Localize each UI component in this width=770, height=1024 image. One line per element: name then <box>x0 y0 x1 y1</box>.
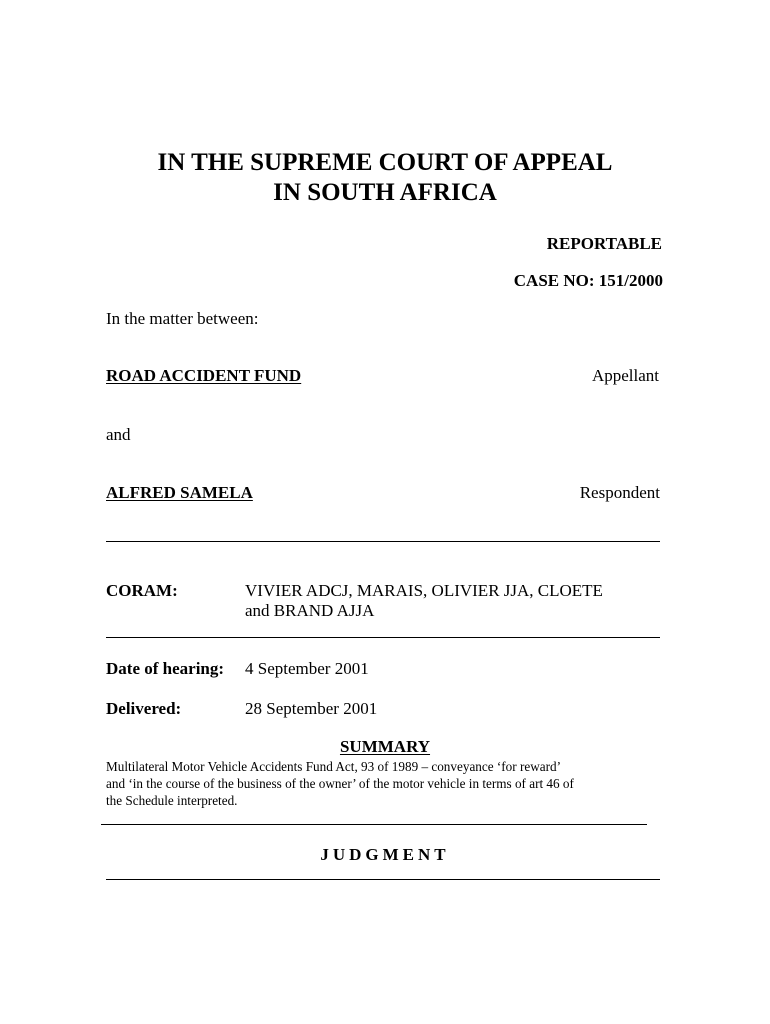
parties-intro: In the matter between: <box>106 309 259 328</box>
parties-conjunction: and <box>106 425 131 444</box>
delivered-label: Delivered: <box>106 699 182 718</box>
court-title-line2: IN SOUTH AFRICA <box>273 179 497 206</box>
case-number: CASE NO: 151/2000 <box>513 271 663 290</box>
reportable-label: REPORTABLE <box>546 234 662 253</box>
appellant-name: ROAD ACCIDENT FUND <box>106 366 302 385</box>
summary-line: Multilateral Motor Vehicle Accidents Fund Act, 93 of 1989 – conveyance ‘for reward’ <box>106 759 561 774</box>
separator-line <box>106 637 660 639</box>
delivered-value: 28 September 2001 <box>245 699 378 718</box>
separator-line <box>106 879 660 881</box>
coram-judges-line1: VIVIER ADCJ, MARAIS, OLIVIER JJA, CLOETE <box>245 581 603 600</box>
respondent-role: Respondent <box>579 483 660 502</box>
court-title-line1: IN THE SUPREME COURT OF APPEAL <box>157 149 613 176</box>
coram-judges-line2: and BRAND AJJA <box>245 601 375 620</box>
hearing-date-value: 4 September 2001 <box>245 659 369 678</box>
separator-line <box>106 541 660 543</box>
summary-line: the Schedule interpreted. <box>106 793 238 808</box>
coram-label: CORAM: <box>106 581 178 600</box>
summary-heading: SUMMARY <box>339 737 431 756</box>
judgment-heading: JUDGMENT <box>320 845 450 864</box>
respondent-name: ALFRED SAMELA <box>106 483 253 502</box>
summary-text <box>106 758 666 809</box>
summary-line: and ‘in the course of the business of the owner’ of the motor vehicle in terms of art 46 of <box>106 776 574 791</box>
appellant-role: Appellant <box>591 366 659 385</box>
horizontal-rule <box>101 824 647 825</box>
hearing-date-label: Date of hearing: <box>106 659 225 678</box>
